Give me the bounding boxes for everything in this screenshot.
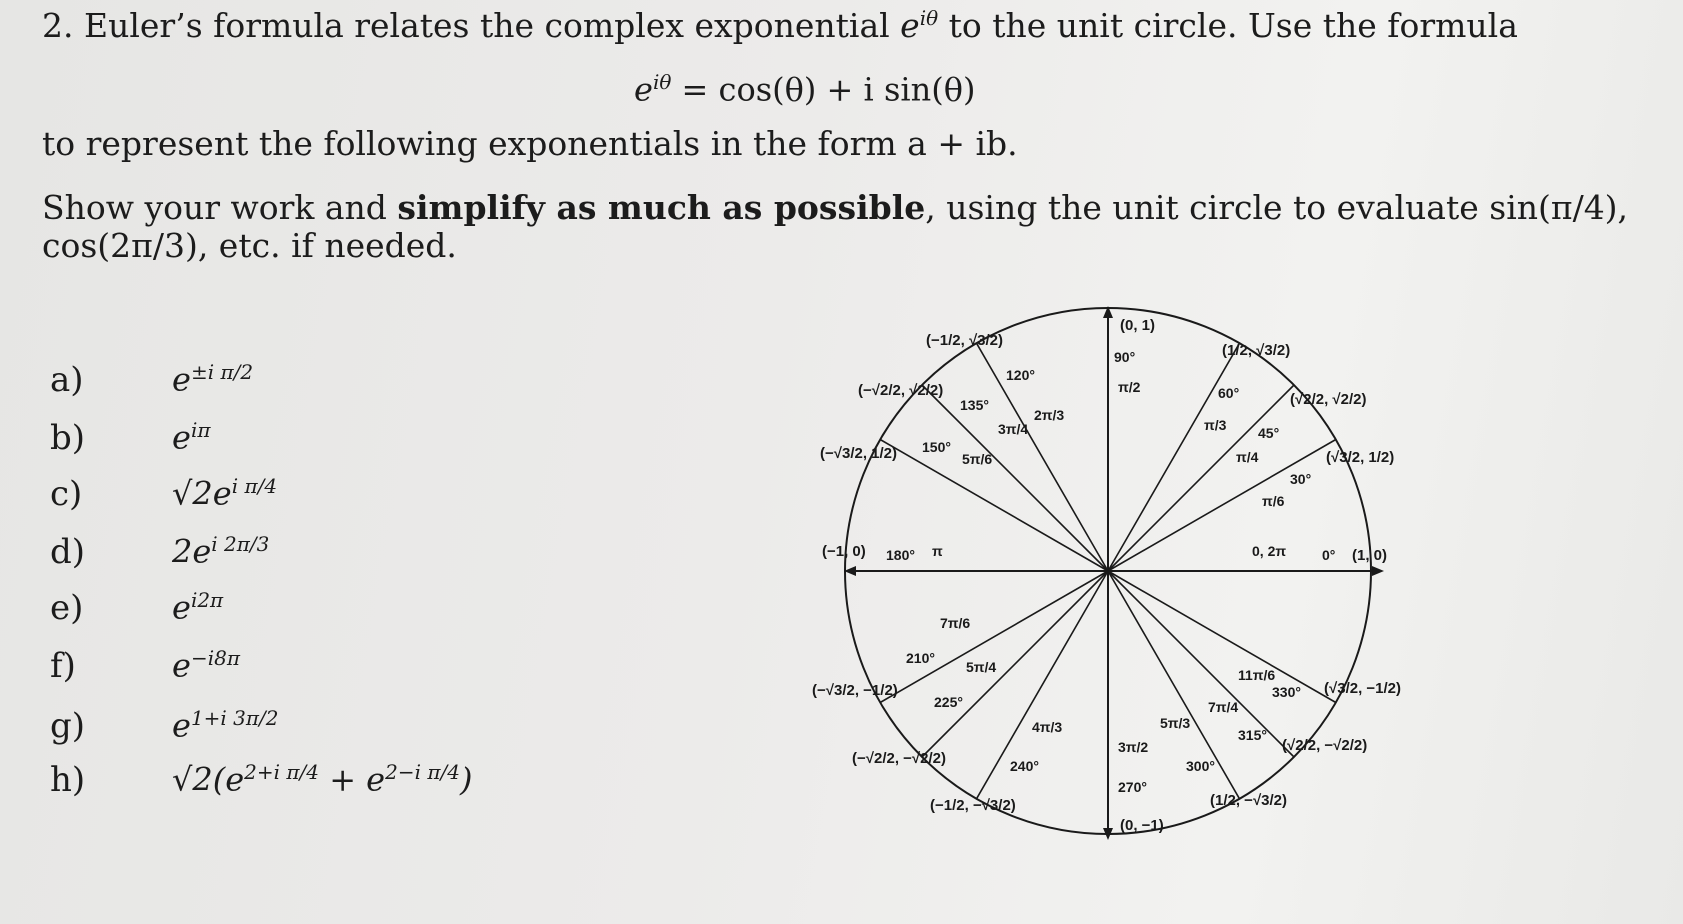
- degree-210: 210°: [906, 650, 935, 666]
- formula-lhs-sup: iθ: [652, 70, 672, 94]
- item-end-h: ): [459, 760, 473, 799]
- item-label-f: f): [50, 646, 76, 686]
- degree-135: 135°: [960, 397, 989, 413]
- item-sup-a: ±i π/2: [190, 360, 254, 384]
- show-text-b: , using the unit circle to evaluate sin(π/4),: [925, 188, 1629, 227]
- item-label-b: b): [50, 418, 86, 458]
- degree-240: 240°: [1010, 758, 1039, 774]
- intro-text-b: to the unit circle. Use the formula: [938, 6, 1518, 45]
- point-270: (0, −1): [1120, 817, 1164, 834]
- degree-150: 150°: [922, 439, 951, 455]
- degree-30: 30°: [1290, 471, 1312, 487]
- radian-300: 5π/3: [1160, 715, 1191, 731]
- item-sup-g: 1+i 3π/2: [190, 706, 279, 730]
- point-45: (√2/2, √2/2): [1290, 391, 1367, 408]
- formula-rhs: = cos(θ) + i sin(θ): [671, 70, 976, 109]
- item-label-g: g): [50, 706, 86, 746]
- problem-number: 2.: [42, 6, 74, 45]
- item-label-d: d): [50, 532, 86, 572]
- point-120: (−1/2, √3/2): [926, 332, 1004, 349]
- radian-60: π/3: [1204, 417, 1227, 433]
- degree-300: 300°: [1186, 758, 1215, 774]
- formula-lhs: e: [634, 70, 653, 109]
- item-base-f: e: [172, 646, 191, 685]
- item-sup-h: 2+i π/4: [244, 760, 320, 784]
- point-60: (1/2, √3/2): [1222, 342, 1291, 359]
- point-315: (√2/2, −√2/2): [1282, 737, 1368, 754]
- item-label-e: e): [50, 588, 84, 628]
- item-mid-h: + e: [319, 760, 386, 799]
- degree-225: 225°: [934, 694, 963, 710]
- degree-180: 180°: [886, 547, 915, 563]
- item-base-d: 2e: [172, 532, 212, 571]
- degree-60: 60°: [1218, 385, 1240, 401]
- point-30: (√3/2, 1/2): [1326, 449, 1395, 466]
- point-150: (−√3/2, 1/2): [820, 445, 898, 462]
- item-sup-d: i 2π/3: [211, 532, 270, 556]
- item-base-e: e: [172, 588, 191, 627]
- radian-30: π/6: [1262, 493, 1285, 509]
- point-330: (√3/2, −1/2): [1324, 680, 1402, 697]
- degree-90: 90°: [1114, 349, 1136, 365]
- degree-45: 45°: [1258, 425, 1280, 441]
- item-base-h: √2(e: [172, 760, 245, 799]
- radian-330: 11π/6: [1238, 667, 1276, 683]
- item-base-g: e: [172, 706, 191, 745]
- point-0: (1, 0): [1352, 547, 1388, 564]
- point-240: (−1/2, −√3/2): [930, 797, 1016, 814]
- radian-315: 7π/4: [1208, 699, 1239, 715]
- radian-45: π/4: [1236, 449, 1259, 465]
- degree-270: 270°: [1118, 779, 1147, 795]
- item-label-h: h): [50, 760, 86, 800]
- item-label-c: c): [50, 474, 83, 514]
- radian-150: 5π/6: [962, 451, 993, 467]
- form-instruction: to represent the following exponentials in the form a + ib.: [42, 124, 1018, 163]
- radian-120: 2π/3: [1034, 407, 1065, 423]
- show-work-instruction-cont: cos(2π/3), etc. if needed.: [42, 226, 457, 265]
- degree-120: 120°: [1006, 367, 1035, 383]
- degree-315: 315°: [1238, 727, 1267, 743]
- intro-text-a: Euler’s formula relates the complex exponential: [84, 6, 901, 45]
- arrow-right-icon: [1372, 566, 1384, 576]
- show-text-bold: simplify as much as possible: [397, 188, 926, 227]
- point-180: (−1, 0): [822, 543, 866, 560]
- item-base-b: e: [172, 418, 191, 457]
- show-text-a: Show your work and: [42, 188, 398, 227]
- item-sup-c: i π/4: [231, 474, 278, 498]
- radian-180: π: [932, 543, 943, 559]
- radian-270: 3π/2: [1118, 739, 1149, 755]
- degree-330: 330°: [1272, 684, 1301, 700]
- point-210: (−√3/2, −1/2): [812, 682, 898, 699]
- item-label-a: a): [50, 360, 84, 400]
- radian-0: 0, 2π: [1252, 543, 1287, 559]
- point-225: (−√2/2, −√2/2): [852, 750, 947, 767]
- point-300: (1/2, −√3/2): [1210, 792, 1288, 809]
- radian-135: 3π/4: [998, 421, 1029, 437]
- radian-240: 4π/3: [1032, 719, 1063, 735]
- item-sup-e: i2π: [190, 588, 224, 612]
- item-base-c: √2e: [172, 474, 232, 513]
- item-sup2-h: 2−i π/4: [385, 760, 460, 784]
- radian-210: 7π/6: [940, 615, 971, 631]
- intro-exp-sup: iθ: [919, 6, 939, 30]
- item-sup-f: −i8π: [190, 646, 240, 670]
- radian-90: π/2: [1118, 379, 1141, 395]
- intro-exp: e: [900, 6, 920, 45]
- degree-0: 0°: [1322, 547, 1336, 563]
- point-135: (−√2/2, √2/2): [858, 382, 944, 399]
- item-sup-b: iπ: [190, 418, 211, 442]
- item-base-a: e: [172, 360, 191, 399]
- radian-225: 5π/4: [966, 659, 997, 675]
- point-90: (0, 1): [1120, 317, 1156, 334]
